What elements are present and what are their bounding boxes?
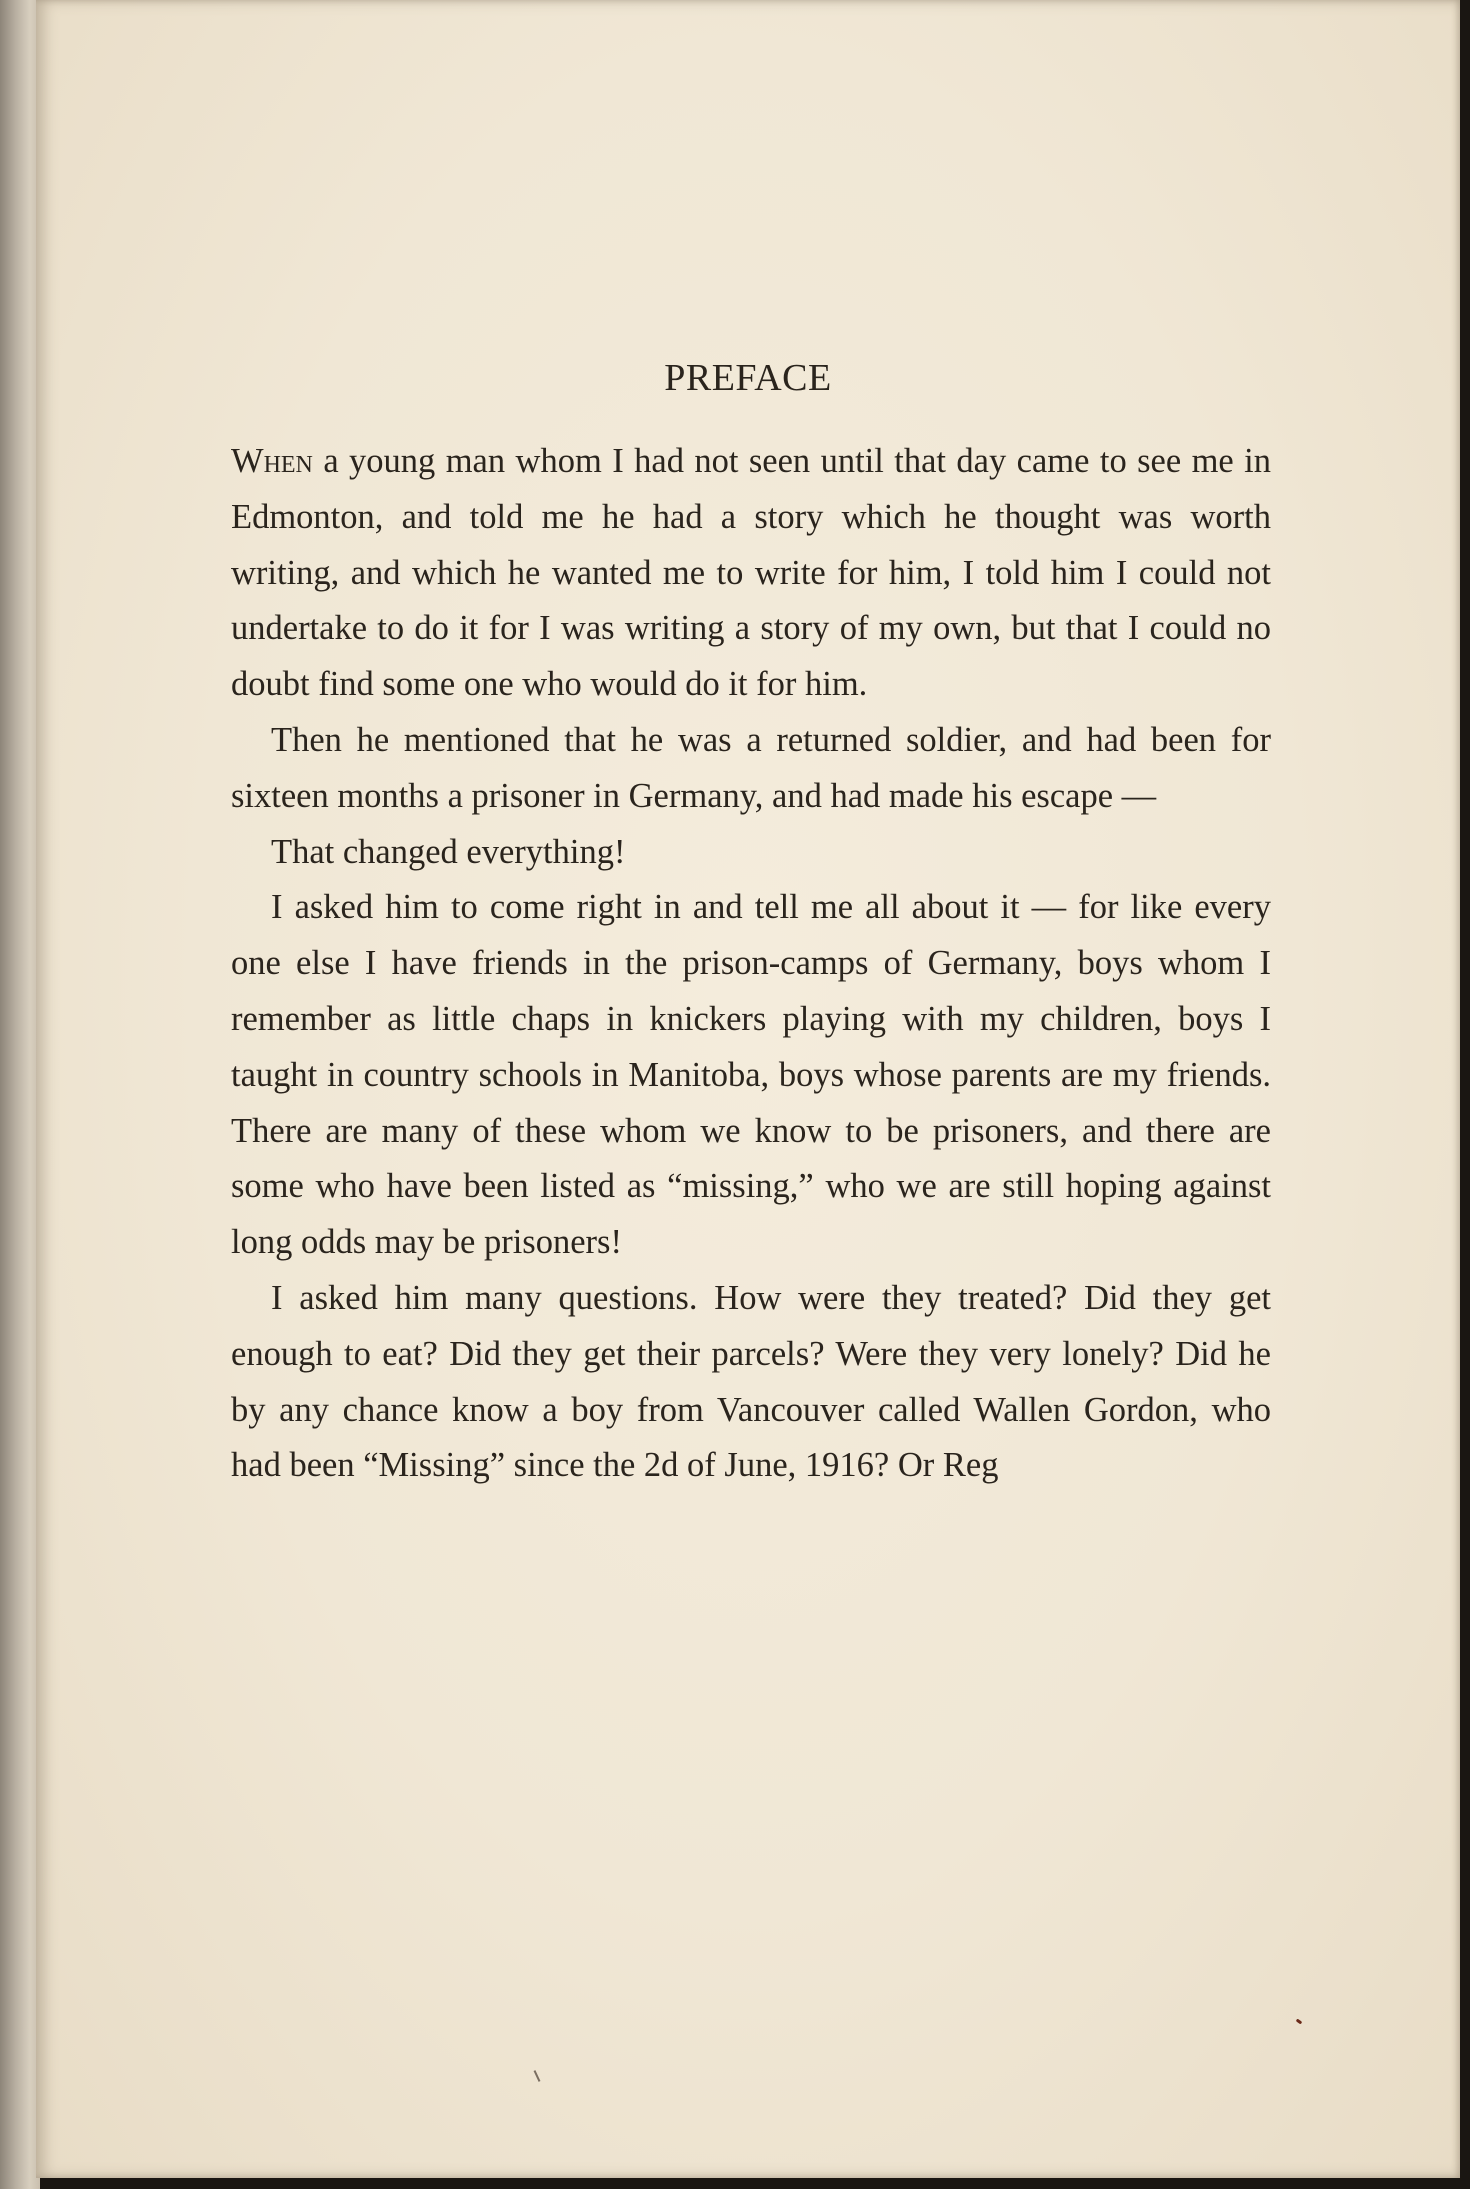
paper-fiber [534,2070,541,2082]
drop-lead-word: When [231,442,313,480]
paragraph-1-text: a young man whom I had not seen until that day came to see me in Edmonton, and told me he had a story which he thought was worth writing, and which he wanted me to write for him, I told him I could not undertake to do it for I was writing a story of my own, but that I could no doubt find some one who would do it for him. [231,442,1271,704]
paper-speck [1296,2019,1303,2025]
paragraph-3: That changed everything! [271,832,626,871]
paragraph-4: I asked him to come right in and tell me all about it — for like every one else I have friends in the prison-camps of Germany, boys whom I remember as little chaps in knickers playing with my children, boys I taught in country schools in Manitoba, boys whose parents are my friends. There are many of these whom we know to be prisoners, and there are some who have been listed as “missing,” who we are still hoping against long odds may be prisoners! [231,888,1271,1262]
preface-text [231,434,1271,1494]
paragraph-2: Then he mentioned that he was a returned soldier, and had been for sixteen months a prisoner in Germany, and had made his escape — [231,720,1271,815]
page-title: PREFACE [664,357,832,399]
paragraph-1 [231,434,1271,713]
book-page [36,0,1460,2178]
paragraph-5: I asked him many questions. How were they treated? Did they get enough to eat? Did they get their parcels? Were they very lonely? Did he by any chance know a boy from Vancouver called Wallen Gordon, who had been “Missing” since the 2d of June, 1916? Or Reg [231,1278,1271,1485]
book-spine-edge [0,0,40,2189]
